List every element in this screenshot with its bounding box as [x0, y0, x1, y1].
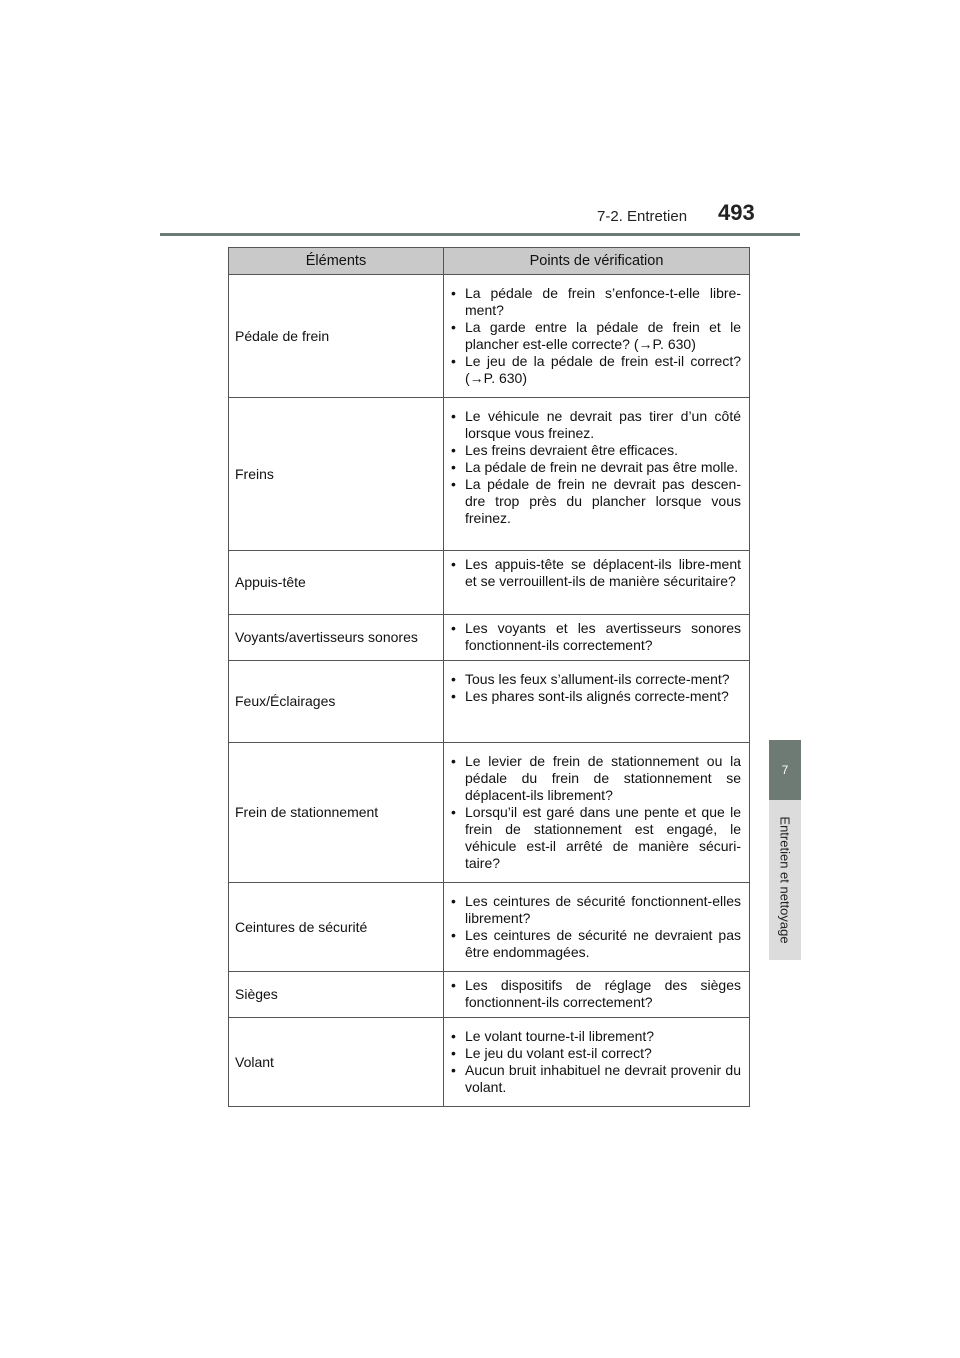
checks-cell	[444, 1018, 750, 1107]
check-item: • Les phares sont-ils alignés correcte-ment?	[450, 688, 741, 705]
checks-cell	[444, 615, 750, 661]
check-list	[450, 408, 741, 527]
table-row	[229, 615, 750, 661]
checks-cell	[444, 972, 750, 1018]
column-header-items: Éléments	[229, 248, 444, 275]
item-cell: Feux/Éclairages	[229, 661, 444, 743]
item-cell: Freins	[229, 398, 444, 551]
check-item: • Le volant tourne-t-il librement?	[450, 1028, 741, 1045]
chapter-title: Entretien et nettoyage	[777, 816, 793, 944]
check-list	[450, 285, 741, 387]
chapter-number-tab: 7	[769, 740, 801, 800]
table-body	[229, 275, 750, 1107]
check-item: • Le levier de frein de stationnement ou la pédale du frein de stationnement se déplacent-ils librement?	[450, 753, 741, 804]
check-item: • Les ceintures de sécurité fonctionnent-elles librement?	[450, 893, 741, 927]
check-item: • Le jeu de la pédale de frein est-il correct? (→P. 630)	[450, 353, 741, 387]
checks-cell	[444, 551, 750, 615]
check-list	[450, 977, 741, 1011]
check-item: • Les freins devraient être efficaces.	[450, 442, 741, 459]
check-list	[450, 620, 741, 654]
check-item: • La pédale de frein ne devrait pas descen-dre trop près du plancher lorsque vous freinez.	[450, 476, 741, 527]
table-row	[229, 398, 750, 551]
table-header-row	[229, 248, 750, 275]
checks-cell	[444, 883, 750, 972]
item-cell: Sièges	[229, 972, 444, 1018]
checks-cell	[444, 398, 750, 551]
chapter-title-tab	[769, 800, 801, 960]
item-cell: Volant	[229, 1018, 444, 1107]
item-cell: Appuis-tête	[229, 551, 444, 615]
table-row	[229, 551, 750, 615]
check-item: • Les voyants et les avertisseurs sonores fonctionnent-ils correctement?	[450, 620, 741, 654]
check-list	[450, 893, 741, 961]
header-rule	[160, 233, 800, 236]
check-item: • Le véhicule ne devrait pas tirer d’un côté lorsque vous freinez.	[450, 408, 741, 442]
inspection-table	[228, 247, 750, 1107]
table-row	[229, 972, 750, 1018]
table-row	[229, 883, 750, 972]
column-header-checks: Points de vérification	[444, 248, 750, 275]
check-list	[450, 671, 741, 705]
table-row	[229, 275, 750, 398]
item-cell: Voyants/avertisseurs sonores	[229, 615, 444, 661]
item-cell: Ceintures de sécurité	[229, 883, 444, 972]
check-item: • Les ceintures de sécurité ne devraient pas être endommagées.	[450, 927, 741, 961]
check-list	[450, 556, 741, 590]
checks-cell	[444, 661, 750, 743]
checks-cell	[444, 275, 750, 398]
check-list	[450, 1028, 741, 1096]
table-row	[229, 661, 750, 743]
check-item: • Les appuis-tête se déplacent-ils libre-ment et se verrouillent-ils de manière sécuritaire?	[450, 556, 741, 590]
check-item: • La pédale de frein ne devrait pas être molle.	[450, 459, 741, 476]
table-row	[229, 1018, 750, 1107]
check-item: • Les dispositifs de réglage des sièges fonctionnent-ils correctement?	[450, 977, 741, 1011]
check-item: • Aucun bruit inhabituel ne devrait provenir du volant.	[450, 1062, 741, 1096]
table-row	[229, 743, 750, 883]
check-item: • Lorsqu’il est garé dans une pente et que le frein de stationnement est engagé, le véhicule est-il arrêté de manière sécuri-taire?	[450, 804, 741, 872]
check-item: • La garde entre la pédale de frein et le plancher est-elle correcte? (→P. 630)	[450, 319, 741, 353]
checks-cell	[444, 743, 750, 883]
check-list	[450, 753, 741, 872]
item-cell: Pédale de frein	[229, 275, 444, 398]
check-item: • La pédale de frein s’enfonce-t-elle libre-ment?	[450, 285, 741, 319]
check-item: • Tous les feux s’allument-ils correcte-ment?	[450, 671, 741, 688]
section-title: 7-2. Entretien	[597, 208, 688, 225]
page-number: 493	[718, 200, 755, 225]
item-cell: Frein de stationnement	[229, 743, 444, 883]
check-item: • Le jeu du volant est-il correct?	[450, 1045, 741, 1062]
